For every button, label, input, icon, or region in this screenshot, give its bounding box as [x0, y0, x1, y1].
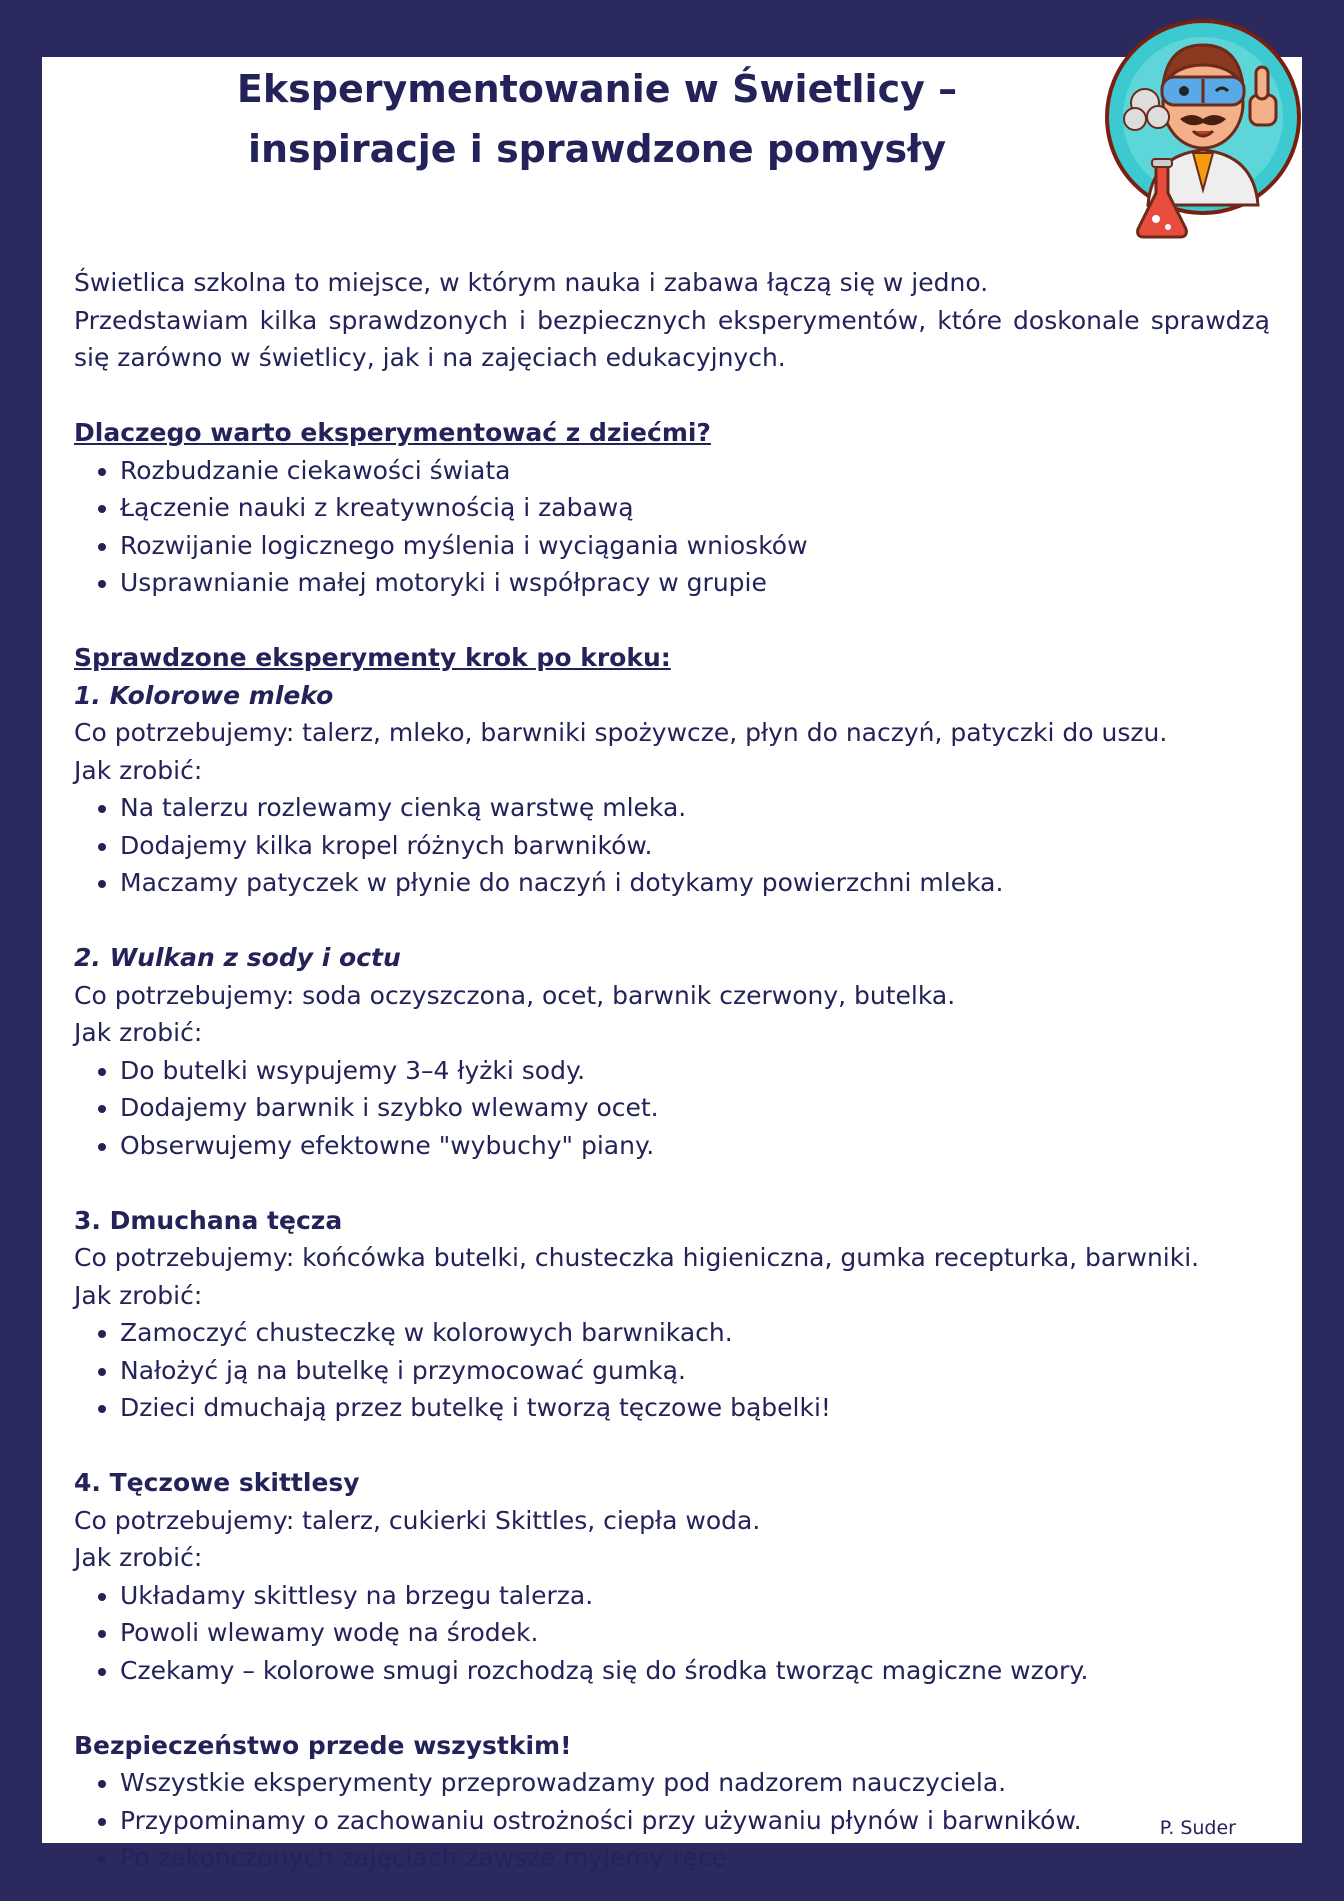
experiment-4-steps [74, 1577, 1270, 1690]
experiment-2-steps [74, 1052, 1270, 1165]
why-heading: Dlaczego warto eksperymentować z dziećmi? [74, 418, 711, 447]
intro-line-1: Świetlica szkolna to miejsce, w którym nauka i zabawa łączą się w jedno. [74, 268, 989, 297]
intro-line-2: Przedstawiam kilka sprawdzonych i bezpiecznych eksperymentów, które doskonale sprawdzą się zarówno w świetlicy, jak i na zajęciach edukacyjnych. [74, 305, 1270, 372]
document-page [42, 57, 1302, 1872]
list-item: • Powoli wlewamy wodę na środek. [120, 1614, 1270, 1652]
experiment-1-steps [74, 789, 1270, 902]
title-line-2: inspiracje i sprawdzone pomysły [247, 127, 947, 171]
title-line-1: Eksperymentowanie w Świetlicy – [236, 67, 958, 111]
list-item: • Nałożyć ją na butelkę i przymocować gumką. [120, 1352, 1270, 1390]
list-item: • Wszystkie eksperymenty przeprowadzamy pod nadzorem nauczyciela. [120, 1764, 1270, 1802]
experiment-2-title: 2. Wulkan z sody i octu [74, 943, 401, 972]
experiments-heading: Sprawdzone eksperymenty krok po kroku: [74, 643, 671, 672]
title-block [42, 59, 1262, 179]
list-item: • Rozwijanie logicznego myślenia i wyciągania wniosków [120, 527, 1270, 565]
list-item: • Dodajemy kilka kropel różnych barwników. [120, 827, 1270, 865]
experiment-4-needs: Co potrzebujemy: talerz, cukierki Skittles, ciepła woda. [74, 1505, 761, 1535]
experiment-1-how-label: Jak zrobić: [74, 755, 203, 785]
author-signature: P. Suder [1159, 1817, 1236, 1839]
experiment-2-how-label: Jak zrobić: [74, 1018, 203, 1047]
list-item: • Zamoczyć chusteczkę w kolorowych barwnikach. [120, 1314, 1270, 1352]
experiment-1-needs: Co potrzebujemy: talerz, mleko, barwniki spożywcze, płyn do naczyń, patyczki do uszu. [74, 718, 1168, 747]
list-item: • Rozbudzanie ciekawości świata [120, 452, 1270, 490]
experiment-1-title: 1. Kolorowe mleko [74, 680, 334, 710]
list-item: • Przypominamy o zachowaniu ostrożności przy używaniu płynów i barwników. [120, 1802, 1270, 1840]
experiment-3-title: 3. Dmuchana tęcza [74, 1205, 343, 1235]
list-item: • Czekamy – kolorowe smugi rozchodzą się do środka tworząc magiczne wzory. [120, 1652, 1270, 1690]
list-item: • Na talerzu rozlewamy cienką warstwę mleka. [120, 789, 1270, 827]
page-title [52, 59, 1142, 179]
list-item: • Układamy skittlesy na brzegu talerza. [120, 1577, 1270, 1615]
experiment-4-how-label: Jak zrobić: [74, 1543, 203, 1572]
list-item: • Po zakończonych zajęciach zawsze myjemy ręce. [120, 1839, 1270, 1877]
list-item: • Obserwujemy efektowne "wybuchy" piany. [120, 1127, 1270, 1165]
safety-heading: Bezpieczeństwo przede wszystkim! [74, 1730, 572, 1760]
document-content [74, 264, 1270, 1877]
experiment-3-how-label: Jak zrobić: [74, 1280, 203, 1310]
experiment-4-title: 4. Tęczowe skittlesy [74, 1468, 360, 1497]
why-list [74, 452, 1270, 602]
list-item: • Łączenie nauki z kreatywnością i zabawą [120, 489, 1270, 527]
safety-list [74, 1764, 1270, 1877]
list-item: • Do butelki wsypujemy 3–4 łyżki sody. [120, 1052, 1270, 1090]
list-item: • Dodajemy barwnik i szybko wlewamy ocet. [120, 1089, 1270, 1127]
experiment-2-needs: Co potrzebujemy: soda oczyszczona, ocet, barwnik czerwony, butelka. [74, 980, 956, 1010]
scientist-mascot-icon [1100, 15, 1312, 255]
experiment-3-steps [74, 1314, 1270, 1427]
list-item: • Maczamy patyczek w płynie do naczyń i dotykamy powierzchni mleka. [120, 864, 1270, 902]
list-item: • Usprawnianie małej motoryki i współpracy w grupie [120, 564, 1270, 602]
list-item: • Dzieci dmuchają przez butelkę i tworzą tęczowe bąbelki! [120, 1389, 1270, 1427]
experiment-3-needs: Co potrzebujemy: końcówka butelki, chusteczka higieniczna, gumka recepturka, barwniki. [74, 1243, 1200, 1272]
